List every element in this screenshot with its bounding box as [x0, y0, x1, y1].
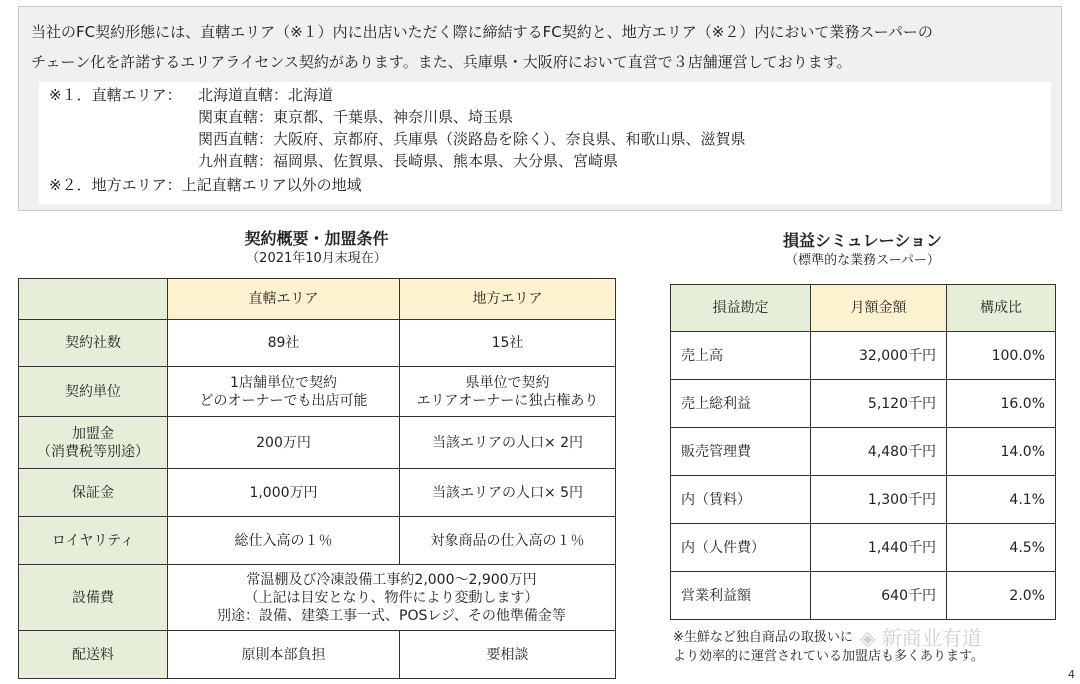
pl-footnote-line: ※生鮮など独自商品の取扱いに — [673, 630, 853, 645]
row-label: 設備費 — [19, 565, 168, 631]
table-row — [19, 565, 616, 631]
table-row — [19, 631, 616, 679]
table-row — [19, 517, 616, 565]
table-row — [19, 367, 616, 417]
cell-direct: 総仕入高の１％ — [168, 517, 400, 565]
pl-amount: 1,300千円 — [811, 476, 947, 524]
row-label: 契約社数 — [19, 320, 168, 367]
pl-title: 損益シミュレーション — [782, 231, 943, 250]
contract-subtitle: （2021年10月末現在） — [246, 251, 387, 266]
contract-table — [18, 278, 616, 679]
cell-merged: 常温棚及び冷凍設備工事約2,000〜2,900万円 （上記は目安となり、物件により変動します） 別途：設備、建築工事一式、POSレジ、その他準備金等 — [168, 565, 616, 631]
page-number: 4 — [1068, 668, 1075, 681]
pl-ratio: 4.5% — [947, 524, 1056, 572]
intro-line-1: 当社のFC契約形態には、直轄エリア（※１）内に出店いただく際に締結するFC契約と、地方エリア（※２）内において業務スーパーの — [31, 23, 933, 41]
pl-table — [670, 284, 1056, 620]
intro-text — [31, 17, 1051, 77]
pl-subtitle: （標準的な業務スーパー） — [785, 253, 940, 268]
watermark — [860, 622, 982, 651]
table-row — [671, 380, 1056, 428]
pl-amount: 4,480千円 — [811, 428, 947, 476]
cell-direct: 200万円 — [168, 417, 400, 469]
table-row — [671, 476, 1056, 524]
note-2: ※２．地方エリア：上記直轄エリア以外の地域 — [49, 176, 362, 194]
pl-ratio: 100.0% — [947, 332, 1056, 380]
pl-ratio: 2.0% — [947, 572, 1056, 620]
note-1-prefix: ※１．直轄エリア： — [49, 86, 182, 104]
pl-header-cell: 構成比 — [947, 285, 1056, 332]
cell-direct: 1店舗単位で契約 どのオーナーでも出店可能 — [168, 367, 400, 417]
table-row — [19, 320, 616, 367]
row-label: 配送料 — [19, 631, 168, 679]
pl-item: 内（人件費） — [671, 524, 811, 572]
intro-panel — [18, 6, 1062, 211]
watermark-text: 新商业有道 — [881, 626, 982, 650]
pl-item: 営業利益額 — [671, 572, 811, 620]
row-label: 加盟金 （消費税等別途） — [19, 417, 168, 469]
pl-item: 内（賃料） — [671, 476, 811, 524]
pl-amount: 5,120千円 — [811, 380, 947, 428]
pl-item: 売上総利益 — [671, 380, 811, 428]
cell-regional: 15社 — [400, 320, 616, 367]
row-label: ロイヤリティ — [19, 517, 168, 565]
pl-amount: 32,000千円 — [811, 332, 947, 380]
pl-amount: 1,440千円 — [811, 524, 947, 572]
row-label: 保証金 — [19, 469, 168, 517]
cell-direct: 89社 — [168, 320, 400, 367]
pl-ratio: 14.0% — [947, 428, 1056, 476]
notes-panel — [39, 82, 1051, 204]
table-row — [671, 524, 1056, 572]
pl-item: 販売管理費 — [671, 428, 811, 476]
pl-header-row — [671, 285, 1056, 332]
cell-regional: 当該エリアの人口× 2円 — [400, 417, 616, 469]
table-row — [19, 469, 616, 517]
pl-header-cell: 損益勘定 — [671, 285, 811, 332]
pl-header-cell: 月額金額 — [811, 285, 947, 332]
note-1-row: 関西直轄：大阪府、京都府、兵庫県（淡路島を除く）、奈良県、和歌山県、滋賀県 — [198, 130, 746, 148]
cell-regional: 当該エリアの人口× 5円 — [400, 469, 616, 517]
pl-footnote-line: より効率的に運営されている加盟店も多くあります。 — [673, 649, 984, 664]
pl-ratio: 16.0% — [947, 380, 1056, 428]
table-row — [671, 572, 1056, 620]
table-row — [671, 428, 1056, 476]
cell-direct: 原則本部負担 — [168, 631, 400, 679]
pl-item: 売上高 — [671, 332, 811, 380]
row-label: 契約単位 — [19, 367, 168, 417]
cell-regional: 対象商品の仕入高の１％ — [400, 517, 616, 565]
intro-line-2: チェーン化を許諾するエリアライセンス契約があります。また、兵庫県・大阪府において直営で３店舗運営しております。 — [31, 53, 852, 71]
contract-header-row — [19, 279, 616, 320]
cell-direct: 1,000万円 — [168, 469, 400, 517]
note-1-row: 九州直轄：福岡県、佐賀県、長崎県、熊本県、大分県、宮崎県 — [198, 152, 619, 170]
cell-regional: 要相談 — [400, 631, 616, 679]
note-1-row: 北海道直轄：北海道 — [198, 86, 334, 104]
cell-regional: 県単位で契約 エリアオーナーに独占権あり — [400, 367, 616, 417]
chat-bubble-icon: ◈ — [860, 626, 876, 650]
table-row — [19, 417, 616, 469]
contract-header-cell: 直轄エリア — [168, 279, 400, 320]
contract-header-cell — [19, 279, 168, 320]
table-row — [671, 332, 1056, 380]
note-1-row: 関東直轄：東京都、千葉県、神奈川県、埼玉県 — [198, 108, 514, 126]
pl-ratio: 4.1% — [947, 476, 1056, 524]
contract-title: 契約概要・加盟条件 — [244, 229, 389, 248]
pl-amount: 640千円 — [811, 572, 947, 620]
contract-header-cell: 地方エリア — [400, 279, 616, 320]
